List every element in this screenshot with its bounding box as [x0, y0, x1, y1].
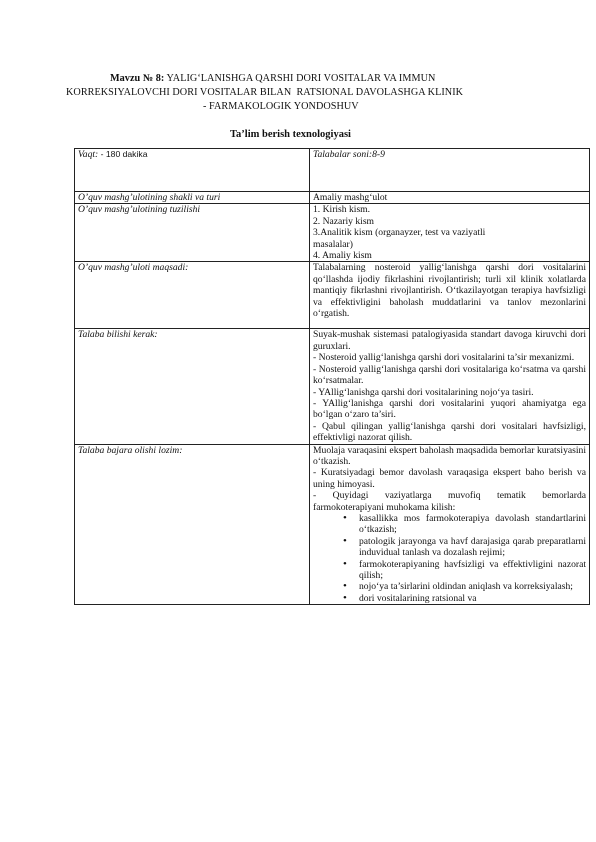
form-value: Amaliy mashg‘ulot	[310, 192, 590, 204]
lesson-plan-table	[74, 148, 590, 605]
list-item: • patologik jarayonga va havf darajasiga qarab preparatlarni induvidual tanlash va dozalash rejimi;	[359, 536, 586, 559]
skills-line: Muolaja varaqasini ekspert baholash maqsadida bemorlar kuratsiyasini o‘tkazish.	[313, 444, 586, 467]
section-subtitle: Ta’lim berish texnologiyasi	[230, 129, 351, 140]
structure-line: 2. Nazariy kism	[313, 215, 375, 227]
topic-title-line-2: KORREKSIYALOVCHI DORI VOSITALAR BILAN RATSIONAL DAVOLASHGA KLINIK	[66, 87, 464, 98]
structure-line: 1. Kirish kism.	[313, 204, 371, 216]
topic-title-line-1	[110, 73, 596, 84]
structure-line: 3.Analitik kism (organayzer, test va vaziyatli	[313, 227, 486, 239]
list-item: • dori vositalarining ratsional va	[359, 593, 586, 604]
knowledge-line: - YAllig‘lanishga qarshi dori vositalarining nojo‘ya tasiri.	[313, 386, 534, 398]
table-row-structure	[75, 204, 590, 262]
goal-value: Talabalarning nosteroid yallig‘lanishga qarshi dori vositalarini qo‘llashda ijodiy fikrlashini rivojlantirish; turli xil klinik xolatlarda mantiqiy fikrlashni rivojlantirish. O‘tkazilayotgan terapiya havfsizligi va effektivligini baholash muddatlarini va tanlov mezonlarini o‘rgatish.	[310, 262, 590, 329]
structure-value	[310, 204, 590, 262]
knowledge-line: - YAllig‘lanishga qarshi dori vositalarini yuqori ahamiyatga ega bo‘lgan o‘zaro ta’siri.	[313, 397, 586, 421]
structure-line: masalalar)	[313, 238, 353, 250]
knowledge-line: - Qabul qilingan yallig‘lanishga qarshi dori vositalari havfsizligi, effektivligi nazorat qilish.	[313, 420, 586, 444]
topic-title-line-3: - FARMAKOLOGIK YONDOSHUV	[203, 101, 359, 112]
structure-label: O’quv mashg’ulotining tuzilishi	[75, 204, 310, 262]
skills-line: - Kuratsiyadagi bemor davolash varaqasiga ekspert baho berish va uning himoyasi.	[313, 467, 586, 490]
knowledge-line: Suyak-mushak sistemasi patalogiyasida standart davoga kiruvchi dori guruxlari.	[313, 329, 586, 352]
table-row-goal	[75, 262, 590, 329]
structure-line: 4. Amaliy kism	[313, 250, 372, 262]
time-label: Vaqt:	[78, 149, 99, 160]
knowledge-line: - Nosteroid yallig‘lanishga qarshi dori vositalariga ko‘rsatma va qarshi ko‘rsatmalar.	[313, 363, 586, 387]
skills-line: - Quyidagi vaziyatlarga muvofiq tematik bemorlarda farmokoterapiyani muhokama kilish:	[313, 490, 586, 513]
table-row-knowledge	[75, 329, 590, 444]
knowledge-label: Talaba bilishi kerak:	[75, 329, 310, 444]
students-count: Talabalar soni:8-9	[310, 149, 590, 192]
skills-bullet-list	[313, 513, 586, 604]
topic-number: Mavzu № 8:	[110, 73, 165, 84]
table-row-skills	[75, 444, 590, 605]
skills-label: Talaba bajara olishi lozim:	[75, 444, 310, 605]
time-value: - 180 dakika	[98, 149, 148, 159]
topic-title-text: YALIG‘LANISHGA QARSHI DORI VOSITALAR VA IMMUN	[164, 73, 436, 84]
table-row-form	[75, 192, 590, 204]
list-item: • nojo‘ya ta’sirlarini oldindan aniqlash va korreksiyalash;	[359, 581, 586, 592]
knowledge-line: - Nosteroid yallig‘lanishga qarshi dori vositalarini ta’sir mexanizmi.	[313, 352, 575, 364]
list-item: • kasallikka mos farmokoterapiya davolash standartlarini o‘tkazish;	[359, 513, 586, 536]
skills-value	[310, 444, 590, 605]
knowledge-value	[310, 329, 590, 444]
list-item: • farmokoterapiyaning havfsizligi va effektivligini nazorat qilish;	[359, 559, 586, 582]
time-cell	[75, 149, 310, 192]
form-label: O’quv mashg’ulotining shakli va turi	[75, 192, 310, 204]
table-row-time	[75, 149, 590, 192]
goal-label: O’quv mashg’uloti maqsadi:	[75, 262, 310, 329]
